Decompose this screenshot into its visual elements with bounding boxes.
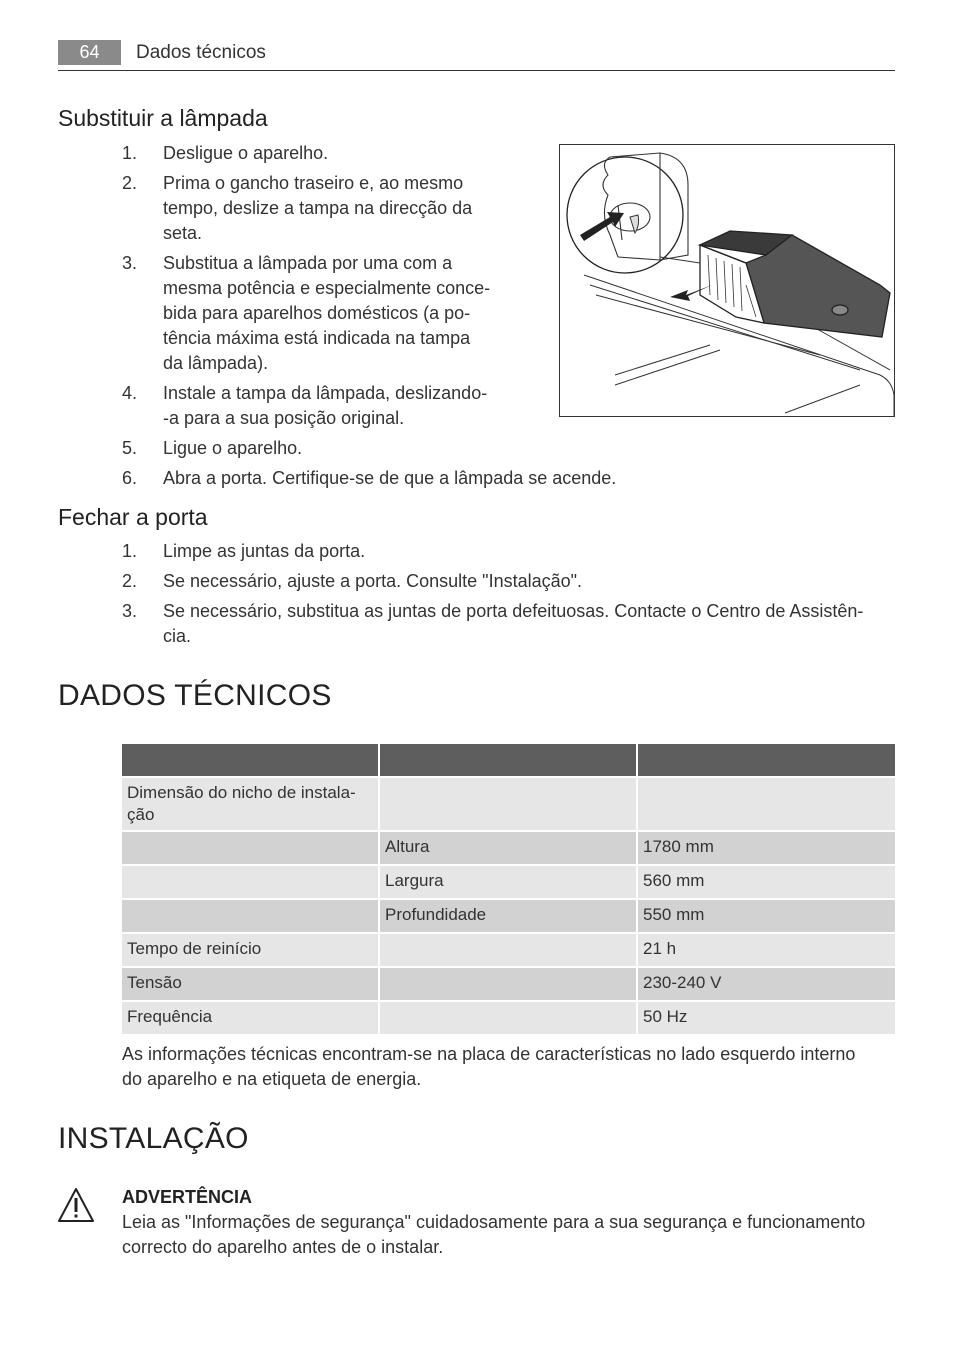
table-cell [122,900,380,934]
tech-note [122,1042,902,1092]
step-number: 3. [122,601,138,621]
step-text [163,569,582,594]
running-header-title: Dados técnicos [136,42,266,63]
step-text-line: Limpe as juntas da porta. [163,541,366,561]
table-cell [380,934,638,968]
step-number: 3. [122,253,138,273]
table-cell [380,778,638,832]
step-text-line: bida para aparelhos domésticos (a po- [163,303,471,323]
step-text-line: mesma potência e especialmente conce- [163,278,491,298]
table-header-row [122,744,895,778]
table-cell: 50 Hz [638,1002,895,1036]
step-number: 2. [122,571,138,591]
table-cell: 21 h [638,934,895,968]
table-cell: Tempo de reinício [122,934,380,968]
table-cell: Altura [380,832,638,866]
table-row [122,832,895,866]
tech-specs-table [122,744,895,1036]
step-text [163,436,302,461]
table-cell: 1780 mm [638,832,895,866]
table-cell: 230-240 V [638,968,895,1002]
door-heading: Fechar a porta [58,504,208,530]
step-text-line: Abra a porta. Certifique-se de que a lâmpada se acende. [163,468,617,488]
step-text [163,599,863,649]
step-text [163,251,490,376]
lamp-heading: Substituir a lâmpada [58,105,268,131]
step-text [163,466,616,491]
step-text-line: Se necessário, ajuste a porta. Consulte "Instalação". [163,571,583,591]
step-text [163,381,487,431]
table-row [122,968,895,1002]
warning-text [122,1210,902,1260]
table-cell: Largura [380,866,638,900]
page-number: 64 [58,40,121,65]
warning-line: correcto do aparelho antes de o instalar. [122,1237,444,1257]
step-text-line: -a para a sua posição original. [163,408,405,428]
table-header-cell [380,744,638,778]
step-text [163,539,365,564]
step-text-line: Instale a tampa da lâmpada, deslizando- [163,383,488,403]
table-cell: 560 mm [638,866,895,900]
tech-note-line: As informações técnicas encontram-se na placa de características no lado esquerdo interno [122,1044,856,1064]
step-text-line: Prima o gancho traseiro e, ao mesmo [163,173,464,193]
table-cell: Dimensão do nicho de instala- ção [122,778,380,832]
step-text-line: Ligue o aparelho. [163,438,303,458]
table-cell [380,1002,638,1036]
lamp-replacement-drawing [560,145,895,417]
tech-heading: DADOS TÉCNICOS [58,679,332,712]
table-cell: Frequência [122,1002,380,1036]
step-number: 6. [122,468,138,488]
warning-title: ADVERTÊNCIA [122,1187,253,1207]
lamp-illustration [559,144,895,417]
warning-icon [57,1187,95,1223]
table-cell: 550 mm [638,900,895,934]
step-text-line: tência máxima está indicada na tampa [163,328,471,348]
table-row [122,900,895,934]
table-cell [380,968,638,1002]
step-text [163,141,328,166]
table-header-cell [638,744,895,778]
table-row [122,1002,895,1036]
step-text-line: seta. [163,223,203,243]
table-header-cell [122,744,380,778]
warning-line: Leia as "Informações de segurança" cuidadosamente para a sua segurança e funcionamento [122,1212,866,1232]
tech-note-line: do aparelho e na etiqueta de energia. [122,1069,422,1089]
step-text-line: tempo, deslize a tampa na direcção da [163,198,473,218]
step-text-line: Se necessário, substitua as juntas de porta defeituosas. Contacte o Centro de Assistên- [163,601,864,621]
step-text [163,171,472,246]
table-cell [122,832,380,866]
table-cell [122,866,380,900]
step-text-line: Desligue o aparelho. [163,143,329,163]
table-row [122,934,895,968]
table-cell: Profundidade [380,900,638,934]
step-text-line: Substitua a lâmpada por uma com a [163,253,453,273]
table-row [122,866,895,900]
step-number: 5. [122,438,138,458]
table-cell: Tensão [122,968,380,1002]
step-number: 1. [122,541,138,561]
step-number: 2. [122,173,138,193]
install-heading: INSTALAÇÃO [58,1122,249,1155]
step-text-line: cia. [163,626,192,646]
step-number: 1. [122,143,138,163]
page-header [58,40,895,71]
table-row [122,778,895,832]
step-number: 4. [122,383,138,403]
step-text-line: da lâmpada). [163,353,269,373]
table-cell [638,778,895,832]
